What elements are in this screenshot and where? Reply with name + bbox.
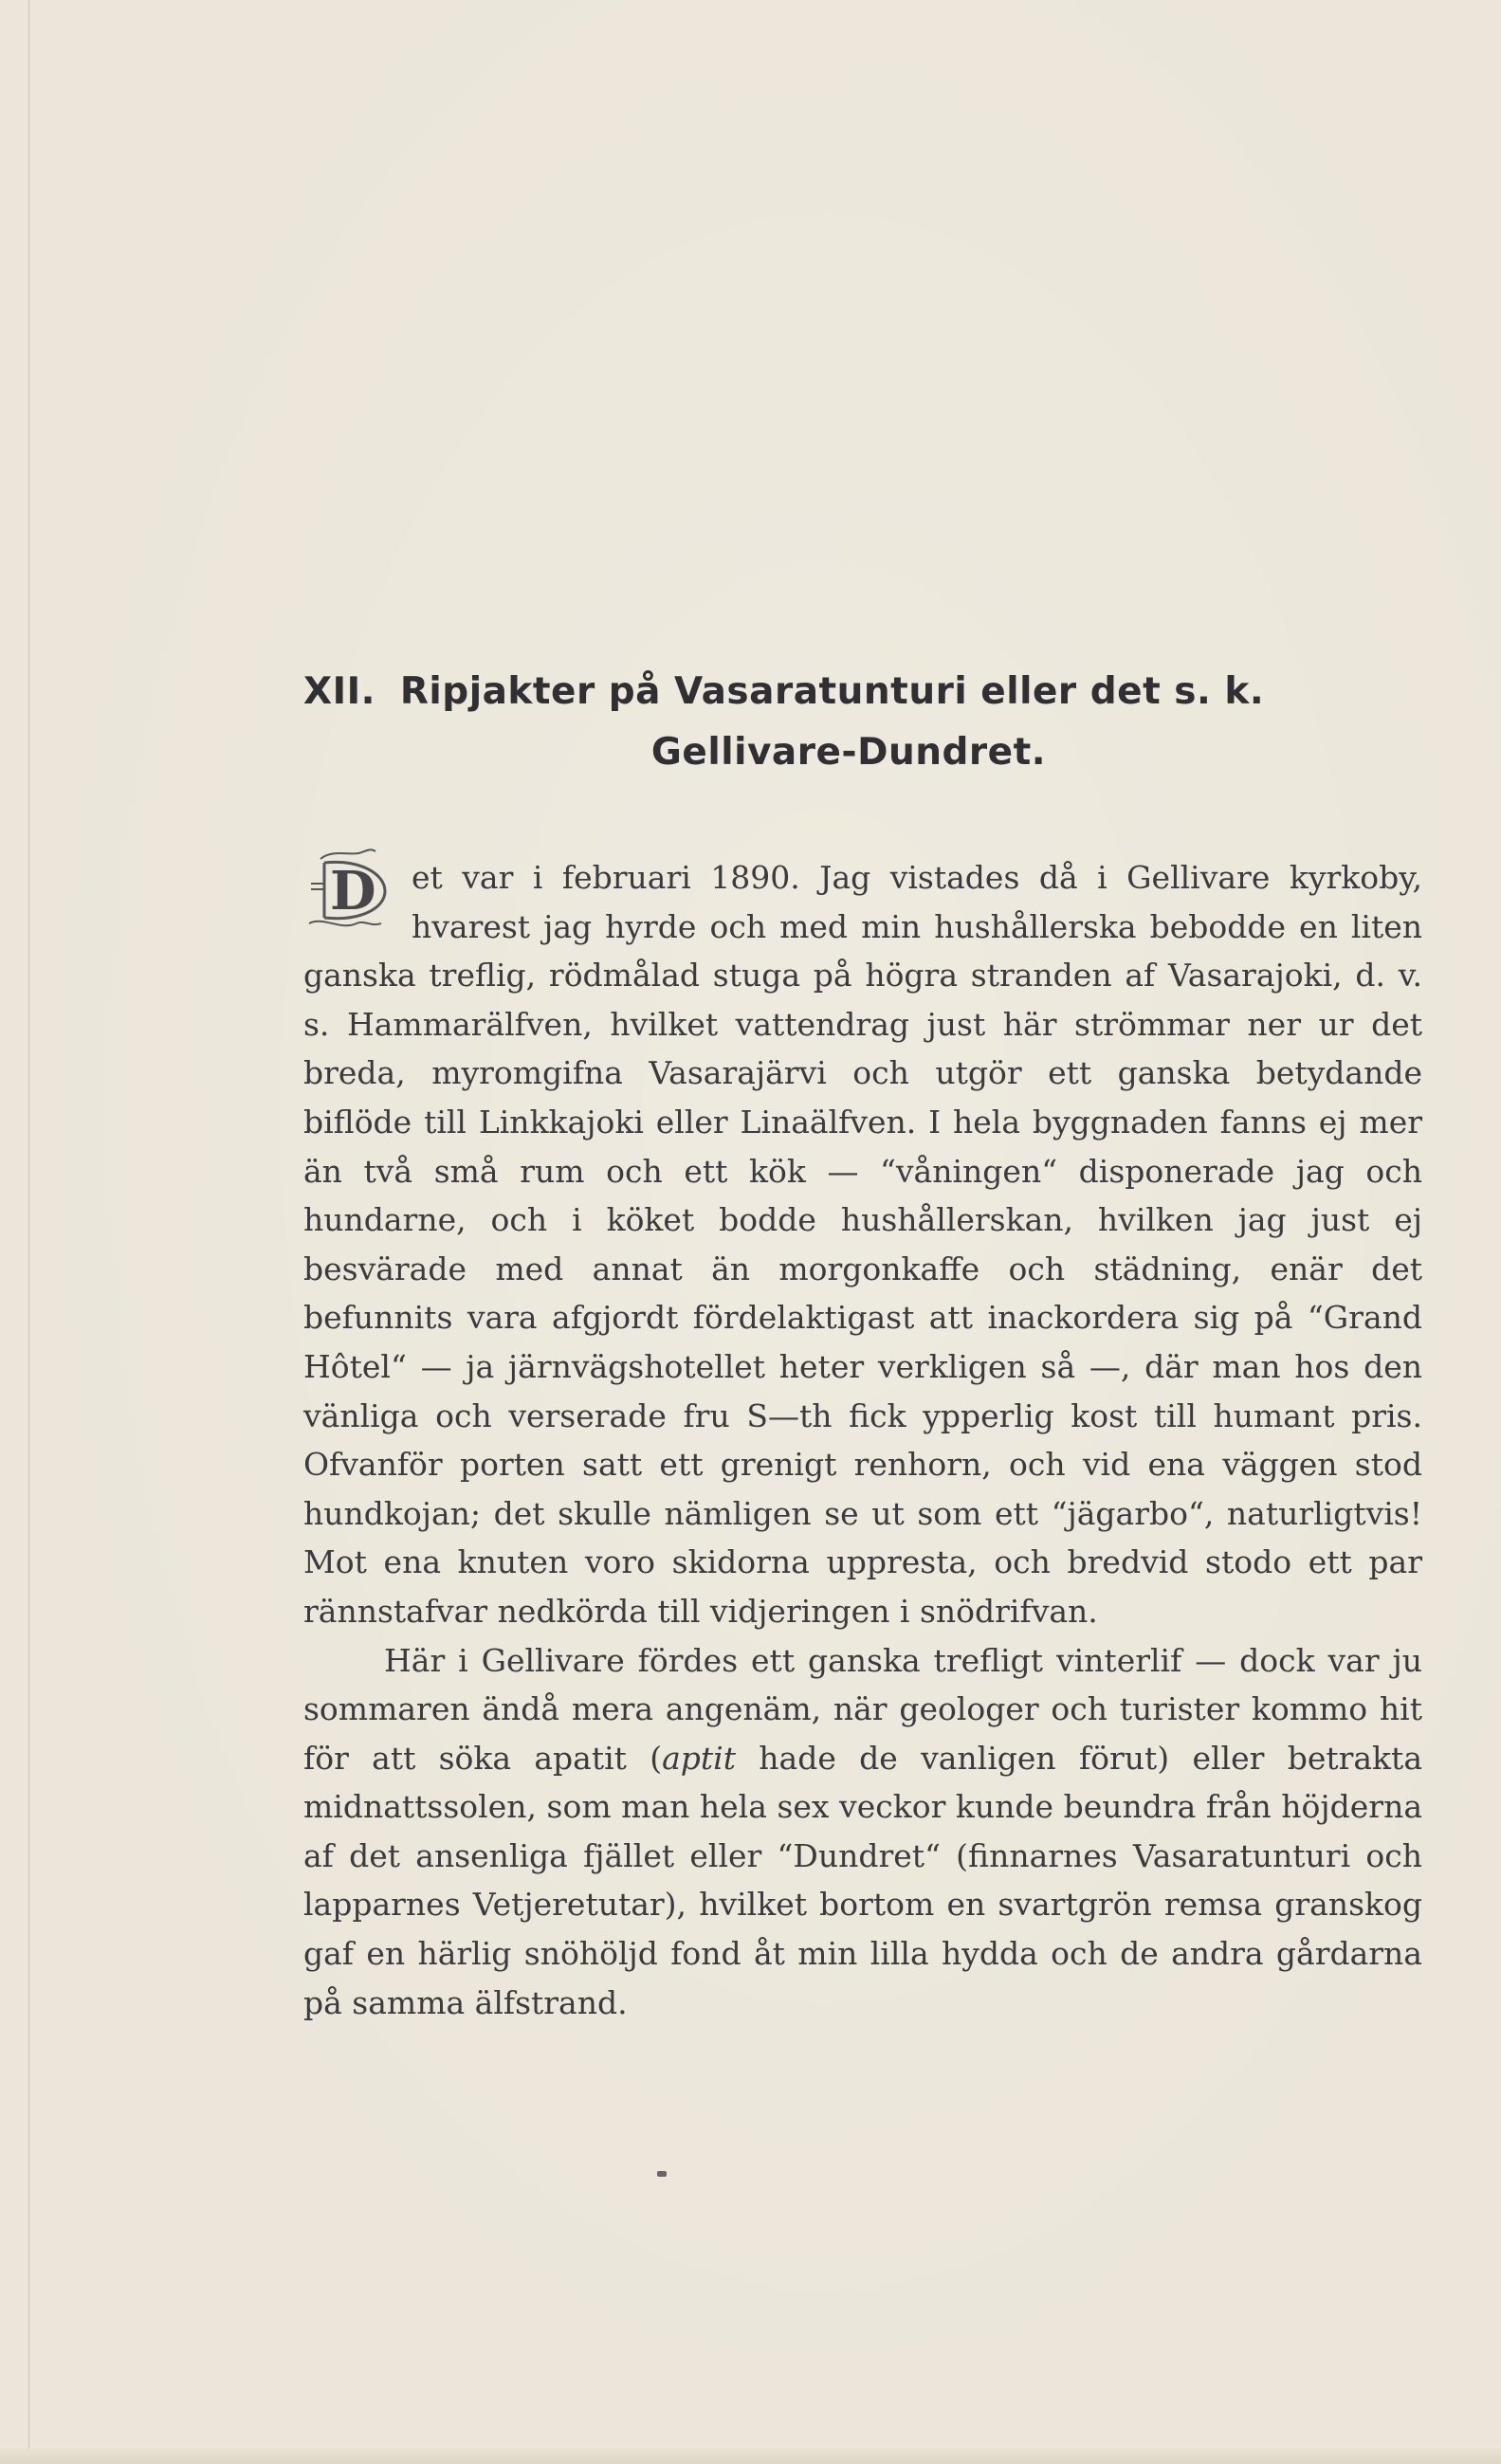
chapter-number: XII. [303, 670, 375, 714]
paragraph-2-italic: aptit [662, 1739, 736, 1777]
paragraph-1-text: et var i februari 1890. Jag vistades då i Gellivare kyrkoby, hvarest jag hyrde och med min hushållerska bebodde en liten ganska treflig, rödmålad stuga på högra stranden af Vasarajoki, d. v. s. Hammarälfven, hvilket vattendrag just här strömmar ner ur det breda, myromgifna Vasarajärvi och utgör ett ganska betydande biflöde till Linkkajoki eller Linaälfven. I hela byggnaden fanns ej mer än två små rum och ett kök — “våningen“ disponerade jag och hundarne, och i köket bodde hushållerskan, hvilken jag just ej besvärade med annat än morgonkaffe och städning, enär det befunnits vara afgjordt fördelaktigast att inackordera sig på “Grand Hôtel“ — ja järnvägshotellet heter verkligen så —, där man hos den vänliga och verserade fru S—th fick ypperlig kost till humant pris. Ofvanför porten satt ett grenigt renhorn, och vid ena väggen stod hundkojan; det skulle nämligen se ut som ett “jägarbo“, naturligtvis! Mot ena knuten voro skidorna uppresta, och bredvid stodo ett par rännstafvar nedkörda till vidjeringen i snödrifvan. [303, 859, 1422, 1630]
paragraph-2-text-end: hade de vanligen förut) eller betrakta midnattssolen, som man hela sex veckor kunde beundra från höjderna af det ansenliga fjället eller “Dundret“ (finnarnes Vasaratunturi och lapparnes Vetjeretutar), hvilket bortom en svartgrön remsa granskog gaf en härlig snöhöljd fond åt min lilla hydda och de andra gårdarna på samma älfstrand. [303, 1739, 1422, 2021]
chapter-body [303, 853, 1422, 2027]
chapter-title-line2: Gellivare-Dundret. [650, 731, 1047, 775]
paragraph-2-text-start: Här i Gellivare fördes ett ganska trefligt vinterlif — dock var ju sommaren ändå mera angenäm, när geologer och turister kommo hit för att söka apatit ( [303, 1641, 1422, 1777]
drop-cap-letter: D [330, 860, 376, 922]
page-bottom-edge [0, 2449, 1501, 2464]
chapter-title-line1: Ripjakter på Vasaratunturi eller det s. k. [399, 670, 1265, 714]
paragraph-1 [303, 853, 1422, 1636]
paragraph-2 [303, 1636, 1422, 2028]
ornamental-drop-cap [303, 846, 406, 933]
ink-speck [657, 2171, 667, 2177]
page-edge-line [28, 0, 29, 2464]
chapter-heading [303, 662, 1441, 783]
